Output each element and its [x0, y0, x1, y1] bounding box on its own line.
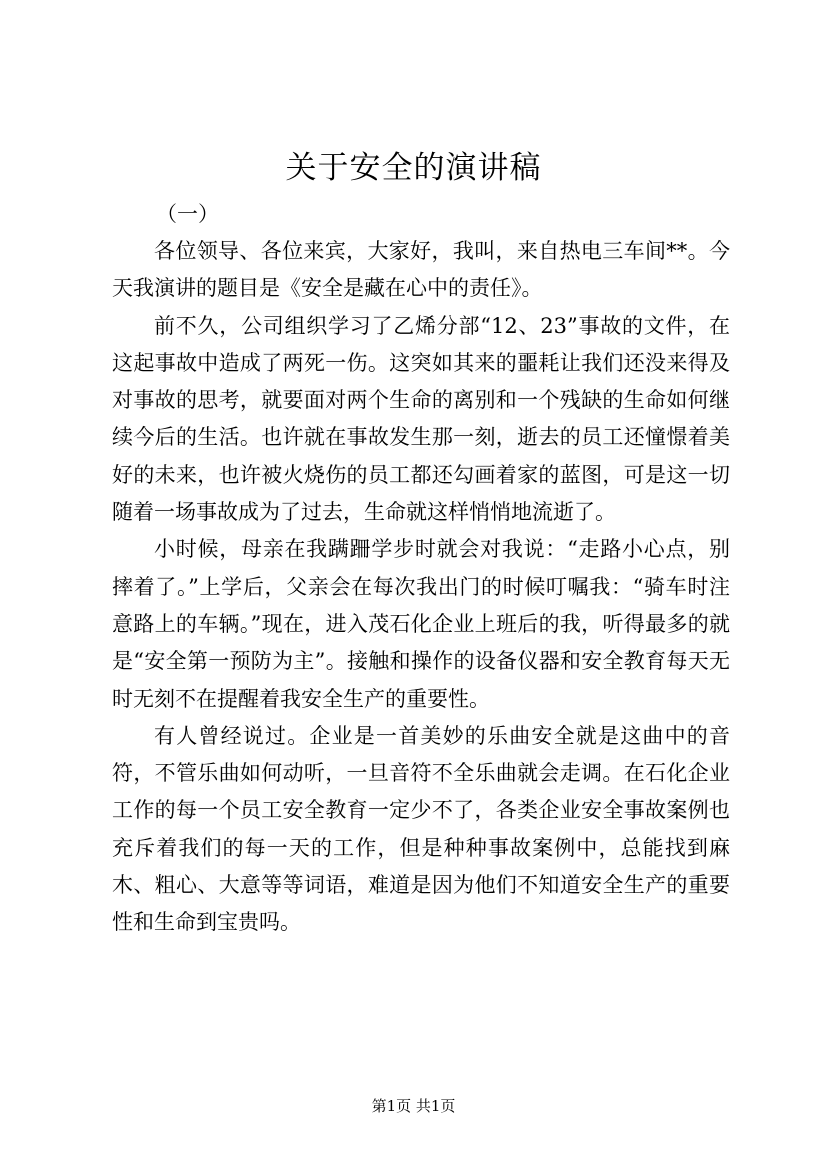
page-footer: 第1页 共1页 — [371, 1097, 456, 1115]
paragraph-greeting: 各位领导、各位来宾，大家好，我叫，来自热电三车间**。今天我演讲的题目是《安全是藏在心中的责任》。 — [112, 239, 730, 301]
document-title: 关于安全的演讲稿 — [285, 150, 542, 186]
paragraph-music-metaphor: 有人曾经说过。企业是一首美妙的乐曲安全就是这曲中的音符，不管乐曲如何动听，一旦音符不全乐曲就会走调。在石化企业工作的每一个员工安全教育一定少不了，各类企业安全事故案例也充斥着我们的每一天的工作，但是种种事故案例中，总能找到麻木、粗心、大意等等词语，难道是因为他们不知道安全生产的重要性和生命到宝贵吗。 — [112, 723, 730, 935]
document-body — [112, 196, 730, 942]
section-number: （一） — [156, 202, 219, 226]
paragraph-childhood: 小时候，母亲在我蹒跚学步时就会对我说：“走路小心点，别摔着了。”上学后，父亲会在每次我出门的时候叮嘱我：“骑车时注意路上的车辆。”现在，进入茂石化企业上班后的我，听得最多的就是“安全第一预防为主”。接触和操作的设备仪器和安全教育每天无时无刻不在提醒着我安全生产的重要性。 — [112, 537, 730, 711]
paragraph-accident: 前不久，公司组织学习了乙烯分部“12、23”事故的文件，在这起事故中造成了两死一伤。这突如其来的噩耗让我们还没来得及对事故的思考，就要面对两个生命的离别和一个残缺的生命如何继续今后的生活。也许就在事故发生那一刻，逝去的员工还憧憬着美好的未来，也许被火烧伤的员工都还勾画着家的蓝图，可是这一切随着一场事故成为了过去，生命就这样悄悄地流逝了。 — [112, 313, 730, 525]
